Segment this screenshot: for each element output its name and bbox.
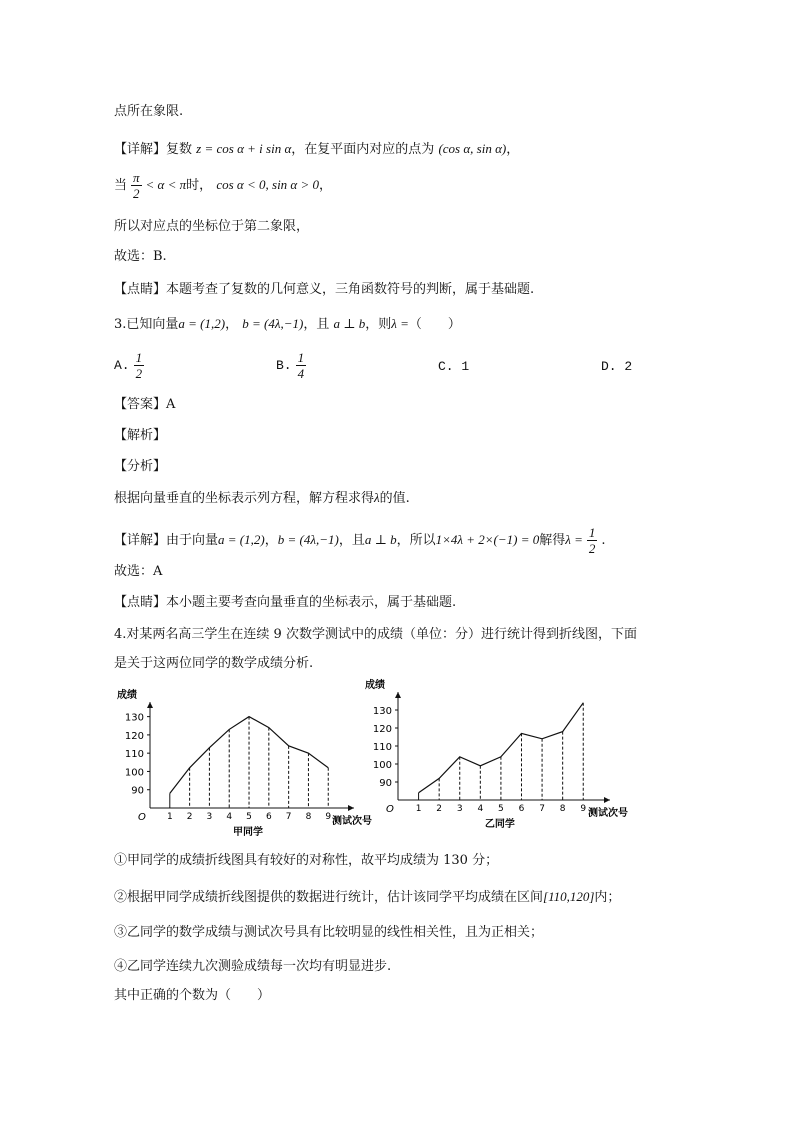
x-tick-label: 2 [436,804,443,814]
chart-title: 甲同学 [233,827,264,838]
question-3: 3.已知向量a = (1,2)， b = (4λ,−1)，且 a ⊥ b，则λ =（ ） [114,316,461,332]
text-line: 【点睛】本小题主要考查向量垂直的坐标表示，属于基础题. [114,595,457,610]
statement-4: ④乙同学连续九次测验成绩每一次均有明显进步. [114,959,392,974]
x-tick-label: 1 [166,812,173,822]
text-line: 点所在象限. [114,104,184,119]
section-tag: 【详解】 [114,533,167,548]
option-d: D. 2 [601,359,633,374]
x-axis-label: 测试次号 [588,808,628,819]
analysis-heading: 【分析】 [114,459,167,474]
y-tick-label: 120 [372,724,392,735]
fraction: $\frac{\pi}{2}$ [133,170,140,201]
question-4: 4.对某两名高三学生在连续 9 次数学测试中的成绩（单位：分）进行统计得到折线图，下面 [114,627,637,642]
text-line: 故选：A [114,564,163,579]
x-tick-label: 1 [415,804,422,814]
x-tick-label: 2 [186,812,193,822]
x-tick-label: 4 [226,812,233,822]
y-axis-label: 成绩 [117,690,137,701]
x-tick-label: 3 [456,804,463,814]
detail-line: 当 $\frac{\pi}{2}$ < α < π时， cos α < 0, sin α > 0， [114,170,333,201]
y-tick-label: 130 [124,712,144,724]
chart-jia [112,688,374,838]
chart-title: 乙同学 [484,819,515,830]
y-tick-label: 90 [131,785,144,797]
text-line: 是关于这两位同学的数学成绩分析. [114,656,314,671]
answer-line: 【答案】A [114,397,176,412]
x-axis-label: 测试次号 [332,816,372,827]
text-line: 【点睛】本题考查了复数的几何意义，三角函数符号的判断，属于基础题. [114,282,535,297]
chart-yi [365,680,640,840]
y-tick-label: 130 [372,706,392,717]
text-line: 根据向量垂直的坐标表示列方程，解方程求得λ的值. [114,490,410,506]
option-c: C. 1 [438,359,470,374]
x-axis-arrow [348,805,354,811]
detail-line: 【详解】复数 z = cos α + i sin α，在复平面内对应的点为 (cos α, sin α)， [114,141,520,157]
section-tag: 【详解】 [114,142,167,157]
y-tick-label: 110 [124,749,144,761]
text-line: 所以对应点的坐标位于第二象限， [114,219,310,234]
statement-3: ③乙同学的数学成绩与测试次号具有比较明显的线性相关性，且为正相关； [114,925,544,940]
x-tick-label: 9 [325,812,332,822]
y-axis-label: 成绩 [365,680,385,691]
x-tick-label: 4 [477,804,484,814]
x-tick-label: 5 [498,804,504,814]
y-tick-label: 120 [124,730,144,742]
math-expr: < α < π [145,177,187,192]
option-a: A. $\frac{1}{2}$ [114,350,143,381]
x-tick-label: 9 [580,804,587,814]
math-expr: (cos α, sin α) [438,141,507,156]
y-axis-arrow [147,702,153,708]
detail-line: 【详解】由于向量a = (1,2)，b = (4λ,−1)，且a ⊥ b，所以1×4λ + 2×(−1) = 0解得λ = $\frac{1}{2}$ . [114,525,606,556]
x-axis-arrow [604,797,610,803]
section-tag: 【点睛】 [114,282,167,297]
math-expr: cos α < 0, sin α > 0 [216,177,320,192]
y-tick-label: 100 [372,760,392,771]
x-tick-label: 8 [305,812,312,822]
x-tick-label: 6 [265,812,272,822]
question-prompt: 其中正确的个数为（ ） [114,988,271,1003]
statement-1: ①甲同学的成绩折线图具有较好的对称性，故平均成绩为 130 分； [114,853,499,868]
x-tick-label: 7 [539,804,545,814]
text-line: 故选：B. [114,249,167,264]
statement-2: ②根据甲同学成绩折线图提供的数据进行统计，估计该同学平均成绩在区间[110,120]内； [114,889,621,905]
x-tick-label: 8 [559,804,566,814]
origin-label: O [386,804,394,815]
y-axis-arrow [395,692,401,698]
x-tick-label: 7 [285,812,292,822]
y-tick-label: 110 [372,742,392,753]
option-b: B. $\frac{1}{4}$ [276,350,305,381]
x-tick-label: 3 [206,812,213,822]
math-expr: z = cos α + i sin α [196,141,292,156]
section-tag: 【点睛】 [114,595,167,610]
y-tick-label: 90 [379,778,392,789]
x-tick-label: 5 [246,812,252,822]
analysis-heading: 【解析】 [114,428,167,443]
origin-label: O [138,812,146,823]
x-tick-label: 6 [518,804,525,814]
y-tick-label: 100 [124,767,144,779]
